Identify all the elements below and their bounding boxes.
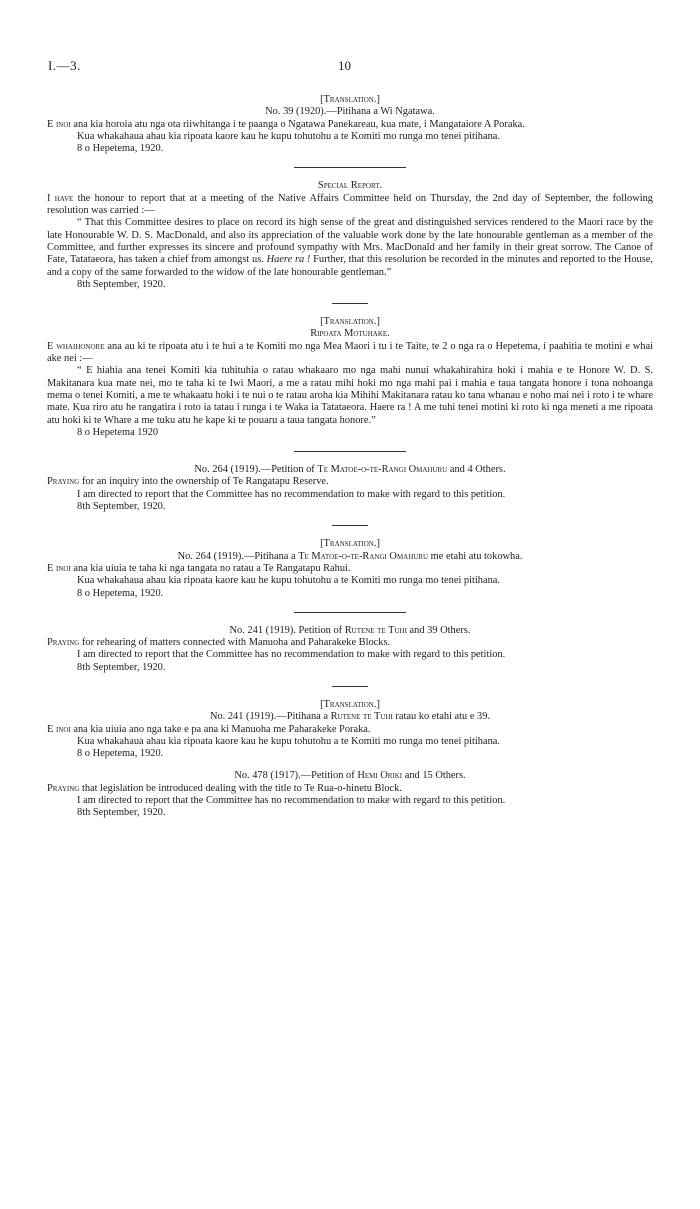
section-no-39-translation xyxy=(47,94,653,155)
section-no-241-petition xyxy=(47,625,653,674)
special-report-heading: Special Report. xyxy=(317,180,383,192)
petition-prayer xyxy=(47,119,653,131)
title-suffix: and 15 Others. xyxy=(404,770,466,782)
translation-heading: [Translation.] xyxy=(320,316,380,328)
petition-prayer xyxy=(47,476,653,488)
translation-heading: [Translation.] xyxy=(320,94,380,105)
section-divider xyxy=(294,451,406,452)
report-date: 8th September, 1920. xyxy=(77,278,166,290)
prayer-text: that legislation be introduced dealing with the title to Te Rua-o-hinetu Block. xyxy=(81,782,402,794)
report-date: 8th September, 1920. xyxy=(77,807,166,819)
section-special-report xyxy=(47,180,653,291)
lead-word: Praying xyxy=(47,637,80,649)
committee-report: I am directed to report that the Committee has no recommendation to make with regard to this petition. xyxy=(77,795,506,807)
translation-heading: [Translation.] xyxy=(320,538,380,550)
petition-title xyxy=(47,551,653,563)
report-intro xyxy=(47,341,653,366)
lead-word: I have xyxy=(47,192,74,204)
petition-title xyxy=(47,625,653,637)
section-no-264-translation xyxy=(47,538,653,599)
title-suffix: ratau ko etahi atu e 39. xyxy=(395,711,491,723)
committee-report: I am directed to report that the Committee has no recommendation to make with regard to this petition. xyxy=(77,488,506,500)
lead-word: Praying xyxy=(47,782,80,794)
report-date: 8th September, 1920. xyxy=(77,501,166,513)
section-no-241-translation xyxy=(47,699,653,760)
committee-report: Kua whakahaua ahau kia ripoata kaore kau he kupu tohutohu a te Komiti mo runga mo tenei pitihana. xyxy=(77,575,500,587)
section-ripoata-motuhake xyxy=(47,316,653,439)
resolution-text: “ E hiahia ana tenei Komiti kia tuhituhia o ratau whakaaro mo nga mahi nunui whakahirahira hoki i mahia e te Honore W. D. S. Makitanara kua mate nei, mo te taha ki te Iwi Maori, a me a ratau mihi hoki mo nga mahi pai i mahia e taua tangata honore i tona nohoanga mema o tenei Komiti, a me te whakaatu hoki i te nui o te ratau aroha kia Mihihi Makitanara ratau ko tana whanau e noho mai nei i roto i te whare mate. Kua riro atu he rangatira i roto ia tatau i runga i te Waka ia Tatataeora. Haere ra ! A me tuhi tenei motini ki roto ki nga meneti a me ripoata atu hoki ki te Whare a me tuku atu he kape ki te pouaru a taua tangata honore.” xyxy=(47,365,653,426)
title-suffix: and 4 Others. xyxy=(449,464,506,476)
ripoata-heading: Ripoata Motuhake. xyxy=(310,328,390,340)
prayer-text: for an inquiry into the ownership of Te Rangatapu Reserve. xyxy=(81,476,329,488)
report-intro xyxy=(47,193,653,218)
report-date: 8 o Hepetema, 1920. xyxy=(77,587,164,599)
intro-text: ana au ki te ripoata atu i te hui a te Komiti mo nga Mea Maori i tu i te Taite, te 2 o nga ra o Hepetema, i paahitia te motini e whai ake nei :— xyxy=(47,340,653,365)
title-prefix: No. 478 (1917).—Petition of xyxy=(234,770,355,782)
prayer-text: for rehearing of matters connected with Manuoha and Paharakeke Blocks. xyxy=(81,637,391,649)
petitioner-name: Rutene te Tuhi xyxy=(344,624,407,636)
petitioner-name: Hemi Oriki xyxy=(357,770,403,782)
section-divider xyxy=(294,612,406,613)
prayer-text: ana kia uiuia te taha ki nga tangata no ratau a Te Rangatapu Rahui. xyxy=(73,562,351,574)
section-no-264-petition xyxy=(47,464,653,513)
section-divider xyxy=(332,525,368,526)
report-date: 8th September, 1920. xyxy=(77,661,166,673)
section-divider xyxy=(332,686,368,687)
section-divider xyxy=(332,303,368,304)
petition-title xyxy=(47,770,653,782)
petitioner-name: Te Matoe-o-te-Rangi Omahuru xyxy=(298,550,429,562)
petition-title xyxy=(47,711,653,723)
report-date: 8 o Hepetema, 1920. xyxy=(77,143,164,155)
lead-word: E inoi xyxy=(47,723,71,735)
petitioner-name: Rutene te Tuhi xyxy=(330,711,393,723)
petition-prayer xyxy=(47,637,653,649)
resolution-text xyxy=(47,217,653,278)
resolution-italic: Haere ra ! xyxy=(266,254,311,266)
title-prefix: No. 241 (1919). Petition of xyxy=(229,624,343,636)
committee-report: Kua whakahaua ahau kia ripoata kaore kau he kupu tohutohu a te Komiti mo runga mo tenei pitihana. xyxy=(77,130,500,142)
prayer-text: ana kia horoia atu nga ota riiwhitanga i te paanga o Ngatawa Panekareau, kua mate, i Mangataiore A Poraka. xyxy=(73,118,525,130)
spacer xyxy=(47,760,653,770)
section-no-478-petition xyxy=(47,770,653,819)
title-suffix: and 39 Others. xyxy=(409,624,471,636)
petition-prayer xyxy=(47,783,653,795)
petitioner-name: Te Matoe-o-te-Rangi Omahuru xyxy=(317,464,448,476)
committee-report: Kua whakahaua ahau kia ripoata kaore kau he kupu tohutohu a te Komiti mo runga mo tenei pitihana. xyxy=(77,735,500,747)
lead-word: E inoi xyxy=(47,562,71,574)
petition-prayer xyxy=(47,724,653,736)
prayer-text: ana kia uiuia ano nga take e pa ana ki Manuoha me Paharakeke Poraka. xyxy=(73,723,371,735)
lead-word: Praying xyxy=(47,476,80,488)
report-date: 8 o Hepetema 1920 xyxy=(77,426,159,438)
resolution-part-a: “ That this Committee desires to place on record its high sense of the great and distinguished services rendered to the Maori race by the late Honourable W. D. S. MacDonald, and also its appreciation of the valuable work done by the late honourable gentleman as a member of the Committee, and further expresses its sincere and profound sympathy with Mrs. MacDonald and her family in their great sorrow. The Canoe of Fate, Tatataeora, has taken a chief from amongst us. xyxy=(47,217,653,266)
title-prefix: No. 241 (1919).—Pitihana a xyxy=(209,711,328,723)
petition-title xyxy=(47,464,653,476)
petition-prayer xyxy=(47,563,653,575)
lead-word: E whaihonore xyxy=(47,340,105,352)
section-divider xyxy=(294,167,406,168)
title-prefix: No. 264 (1919).—Petition of xyxy=(194,464,315,476)
translation-heading: [Translation.] xyxy=(320,698,380,710)
page-body xyxy=(47,94,653,820)
committee-report: I am directed to report that the Committee has no recommendation to make with regard to this petition. xyxy=(77,649,506,661)
lead-word: E inoi xyxy=(47,118,71,130)
intro-text: the honour to report that at a meeting of the Native Affairs Committee held on Thursday, the 2nd day of September, the following resolution was carried :— xyxy=(47,192,653,217)
petition-title: No. 39 (1920).—Pitihana a Wi Ngatawa. xyxy=(265,106,435,118)
page-number: 10 xyxy=(338,58,351,73)
title-prefix: No. 264 (1919).—Pitihana a xyxy=(177,550,296,562)
resolution-part-b: Further, that this resolution be recorded in the minutes and reported to the House, and a copy of the same forwarded to the widow of the late honourable gentleman.” xyxy=(47,254,654,278)
title-suffix: me etahi atu tokowha. xyxy=(430,550,523,562)
report-date: 8 o Hepetema, 1920. xyxy=(77,748,164,760)
parliamentary-paper-ref: I.—3. xyxy=(48,58,81,73)
